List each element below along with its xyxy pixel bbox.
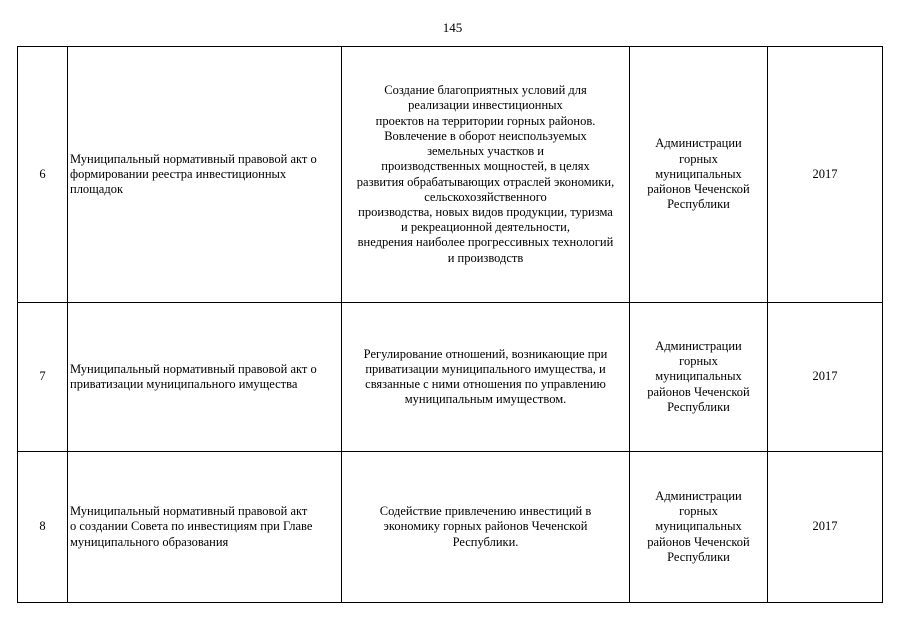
act-name-cell <box>68 47 342 303</box>
act-name-line: приватизации муниципального имущества <box>70 377 298 391</box>
executor-line: Республики <box>667 399 730 414</box>
year-cell: 2017 <box>768 452 883 603</box>
executor-line: Администрации <box>655 488 742 503</box>
executor-cell <box>630 452 768 603</box>
goal-line: и рекреационной деятельности, <box>401 220 570 235</box>
goal-line: Регулирование отношений, возникающие при <box>363 346 608 361</box>
goal-cell <box>342 47 630 303</box>
executor-line: Администрации <box>655 338 742 353</box>
act-name-line: муниципального образования <box>70 534 229 549</box>
executor-line: горных <box>679 504 718 519</box>
row-number: 7 <box>18 303 68 452</box>
goal-line: муниципальным имуществом. <box>404 392 567 407</box>
executor-line: районов Чеченской <box>647 384 750 399</box>
goal-line: и производств <box>447 250 524 265</box>
act-name-line: площадок <box>70 182 124 197</box>
act-name-cell <box>68 452 342 603</box>
goal-line: приватизации муниципального имущества, и <box>365 361 606 376</box>
executor-line: муниципальных <box>655 519 742 534</box>
goal-line: сельскохозяйственного <box>424 189 547 204</box>
executor-line: горных <box>679 354 718 369</box>
row-number: 6 <box>18 47 68 303</box>
act-name-cell <box>68 303 342 452</box>
goal-cell <box>342 452 630 603</box>
year-cell: 2017 <box>768 303 883 452</box>
goal-line: Содействие привлечению инвестиций в <box>379 504 592 519</box>
goal-line: связанные с ними отношения по управлению <box>365 377 606 391</box>
row-number: 8 <box>18 452 68 603</box>
goal-line: проектов на территории горных районов. <box>375 113 596 128</box>
executor-line: Республики <box>667 197 730 212</box>
act-name-line: формировании реестра инвестиционных <box>70 166 287 181</box>
goal-line: Республики. <box>452 534 519 549</box>
act-name-line: Муниципальный нормативный правовой акт о <box>70 151 317 166</box>
executor-line: районов Чеченской <box>647 534 750 549</box>
goal-line: экономику горных районов Чеченской <box>383 519 588 534</box>
act-name-line: о создании Совета по инвестициям при Главе <box>70 519 313 534</box>
goal-line: реализации инвестиционных <box>408 98 563 113</box>
act-name-line: Муниципальный нормативный правовой акт <box>70 504 308 519</box>
executor-line: горных <box>679 151 718 166</box>
goal-line: производственных мощностей, в целях <box>381 159 590 174</box>
table-row <box>18 303 883 452</box>
executor-line: районов Чеченской <box>647 182 750 197</box>
executor-line: муниципальных <box>655 369 742 384</box>
goal-line: производства, новых видов продукции, туризма <box>358 204 613 219</box>
table-row <box>18 47 883 303</box>
goal-line: развития обрабатывающих отраслей экономики, <box>356 174 615 189</box>
goal-line: внедрения наиболее прогрессивных технологий <box>357 235 614 250</box>
act-name-line: Муниципальный нормативный правовой акт о <box>70 361 317 376</box>
executor-cell <box>630 303 768 452</box>
executor-line: Республики <box>667 549 730 564</box>
table-row <box>18 452 883 603</box>
goal-line: земельных участков и <box>427 144 544 159</box>
executor-line: Администрации <box>655 136 742 151</box>
executor-cell <box>630 47 768 303</box>
goal-line: Вовлечение в оборот неиспользуемых <box>384 128 587 143</box>
goal-line: Создание благоприятных условий для <box>384 83 587 98</box>
executor-line: муниципальных <box>655 166 742 181</box>
year-cell: 2017 <box>768 47 883 303</box>
goal-cell <box>342 303 630 452</box>
page-number: 145 <box>442 20 463 35</box>
measures-table <box>17 46 883 603</box>
